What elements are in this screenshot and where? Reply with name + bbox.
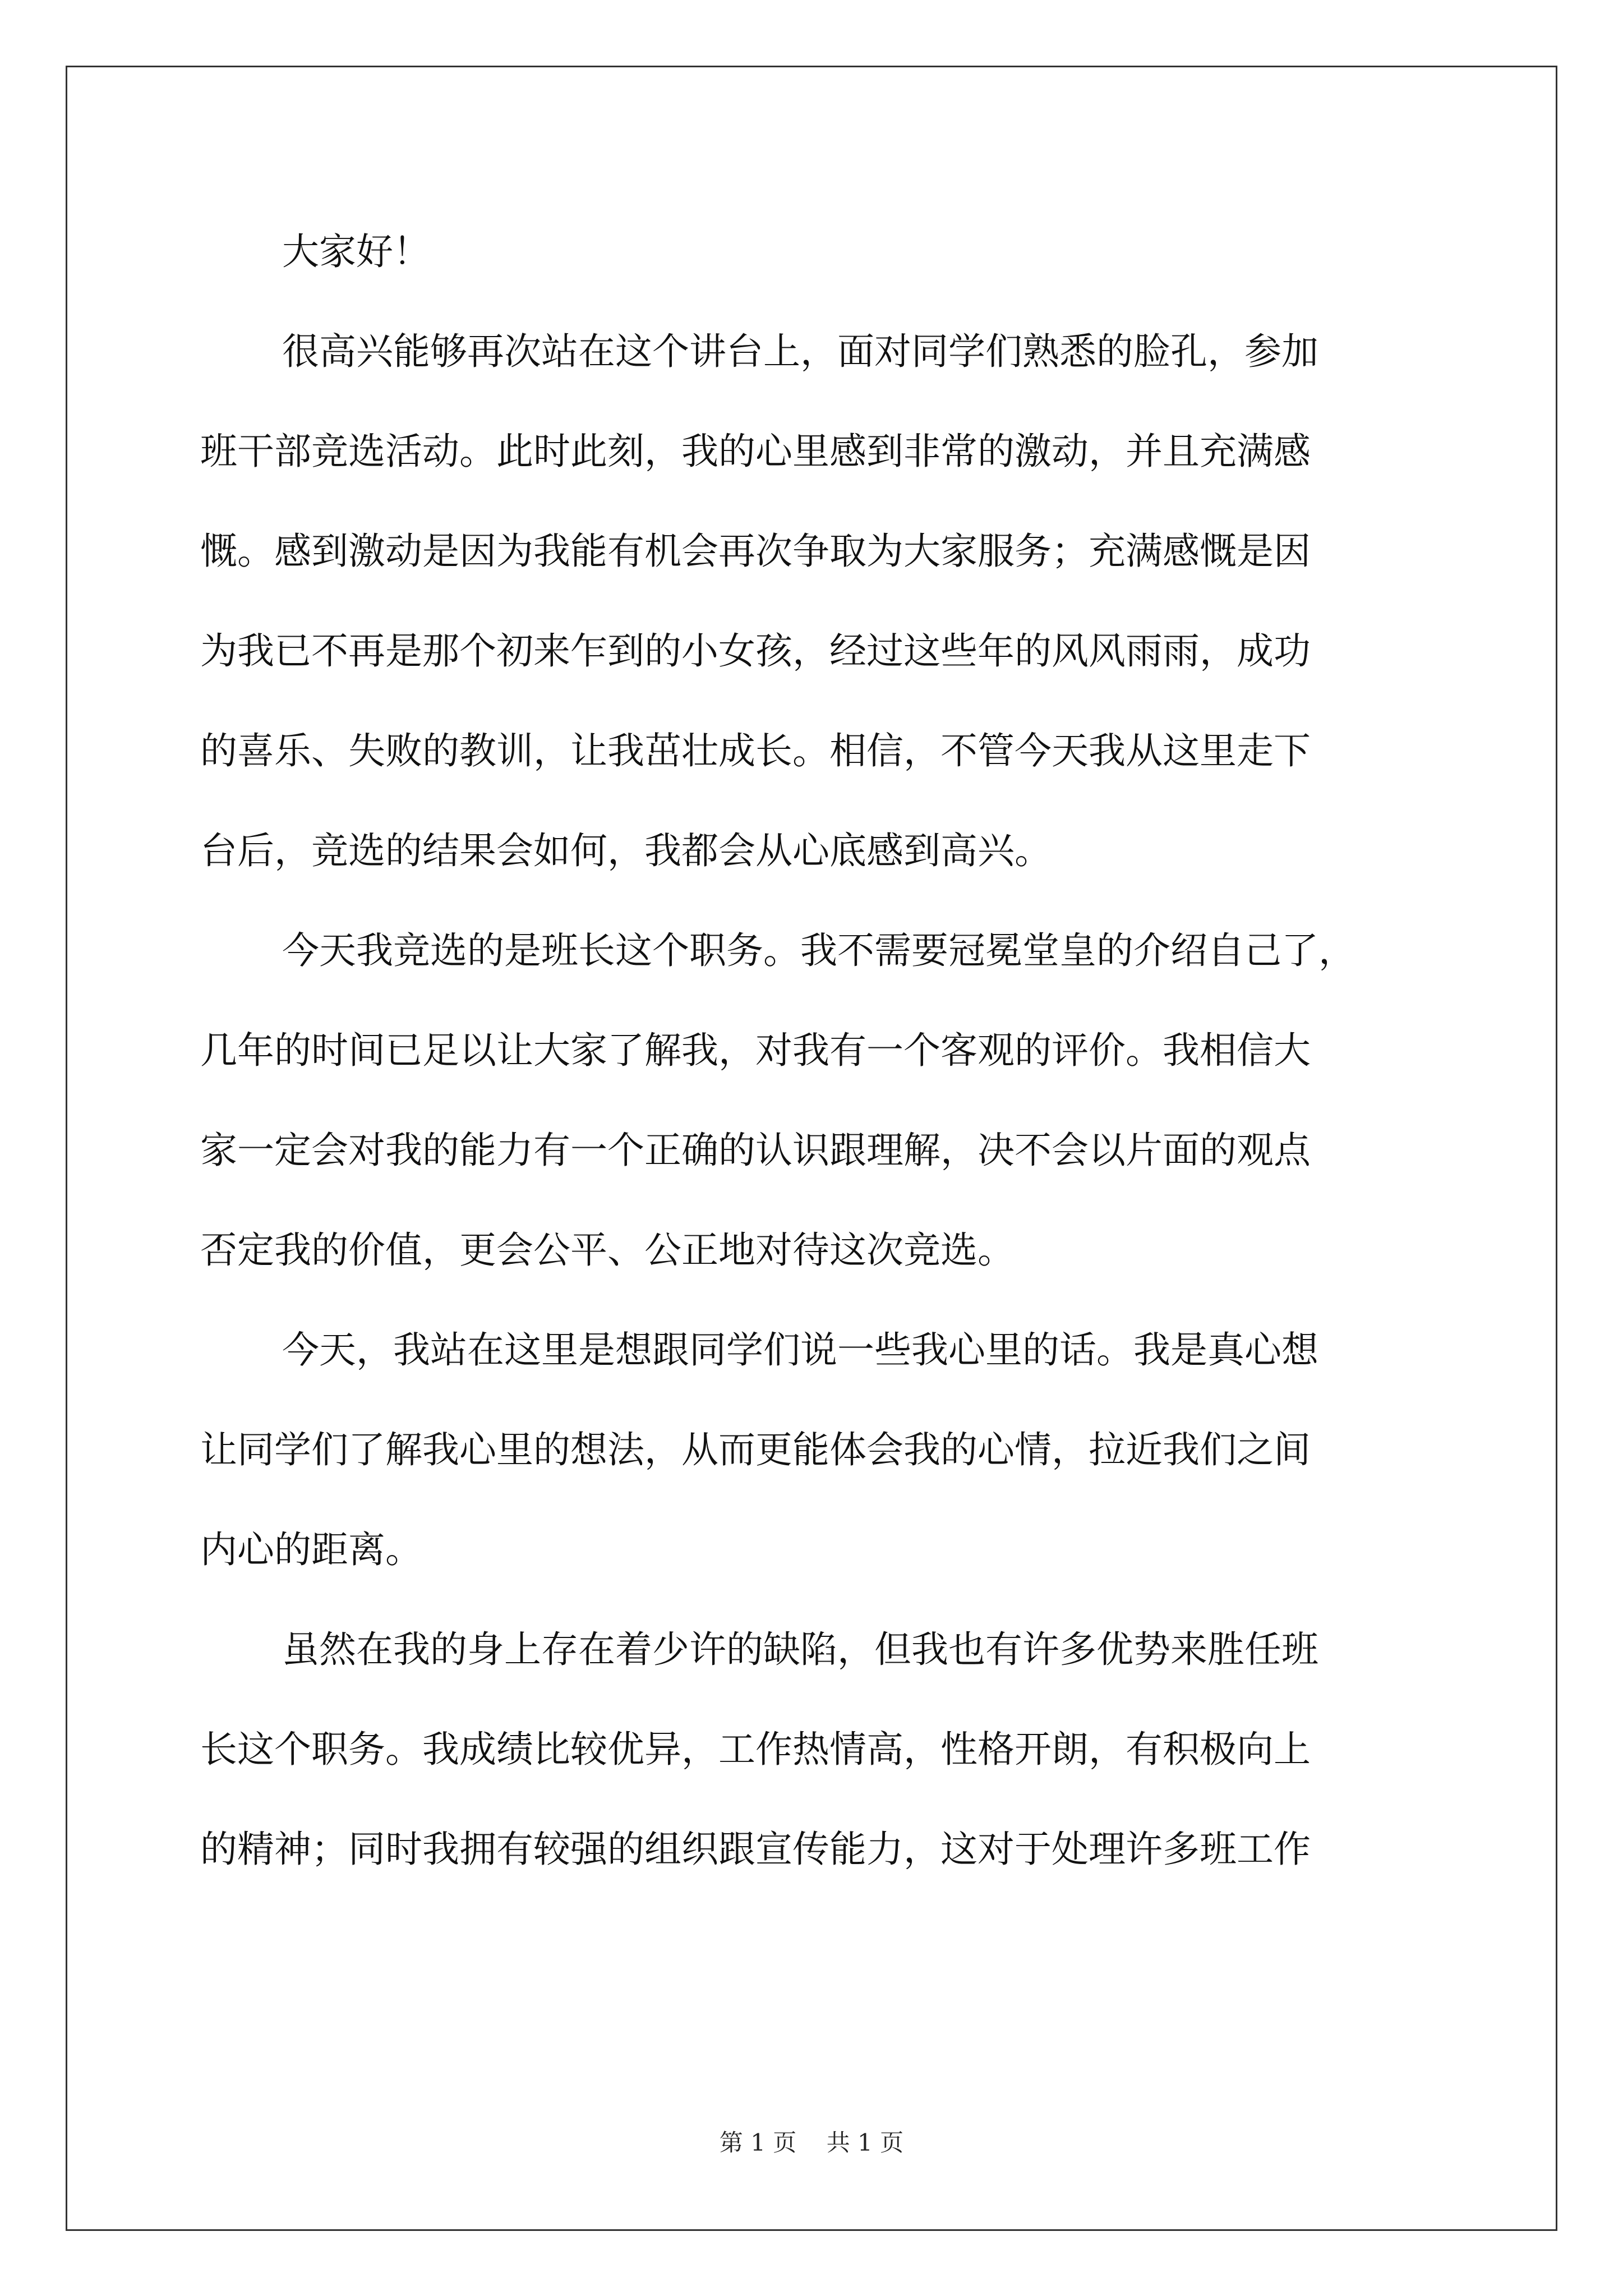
text-line: 让同学们了解我心里的想法，从而更能体会我的心情，拉近我们之间 (200, 1428, 1311, 1471)
text-line: 慨。感到激动是因为我能有机会再次争取为大家服务；充满感慨是因 (200, 530, 1311, 573)
text-line: 今天我竞选的是班长这个职务。我不需要冠冕堂皇的介绍自己了， (282, 929, 1355, 972)
text-line: 今天，我站在这里是想跟同学们说一些我心里的话。我是真心想 (282, 1328, 1318, 1372)
text-line: 长这个职务。我成绩比较优异，工作热情高，性格开朗，有积极向上 (200, 1728, 1311, 1771)
text-line: 几年的时间已足以让大家了解我，对我有一个客观的评价。我相信大 (200, 1029, 1311, 1072)
text-line: 大家好！ (282, 230, 430, 273)
text-line: 的喜乐、失败的教训，让我茁壮成长。相信，不管今天我从这里走下 (200, 729, 1311, 772)
text-line: 很高兴能够再次站在这个讲台上，面对同学们熟悉的脸孔，参加 (282, 330, 1318, 373)
text-line: 家一定会对我的能力有一个正确的认识跟理解，决不会以片面的观点 (200, 1129, 1311, 1172)
page-footer: 第 1 页 共 1 页 (719, 2129, 904, 2156)
text-line: 的精神；同时我拥有较强的组织跟宣传能力，这对于处理许多班工作 (200, 1828, 1311, 1871)
document-body (200, 202, 1423, 1899)
text-line: 为我已不再是那个初来乍到的小女孩，经过这些年的风风雨雨，成功 (200, 629, 1311, 673)
text-line: 虽然在我的身上存在着少许的缺陷，但我也有许多优势来胜任班 (282, 1628, 1318, 1671)
text-line: 班干部竞选活动。此时此刻，我的心里感到非常的激动，并且充满感 (200, 430, 1311, 473)
text-line: 台后，竞选的结果会如何，我都会从心底感到高兴。 (200, 829, 1052, 872)
text-line: 否定我的价值，更会公平、公正地对待这次竞选。 (200, 1228, 1015, 1272)
text-line: 内心的距离。 (200, 1528, 422, 1571)
